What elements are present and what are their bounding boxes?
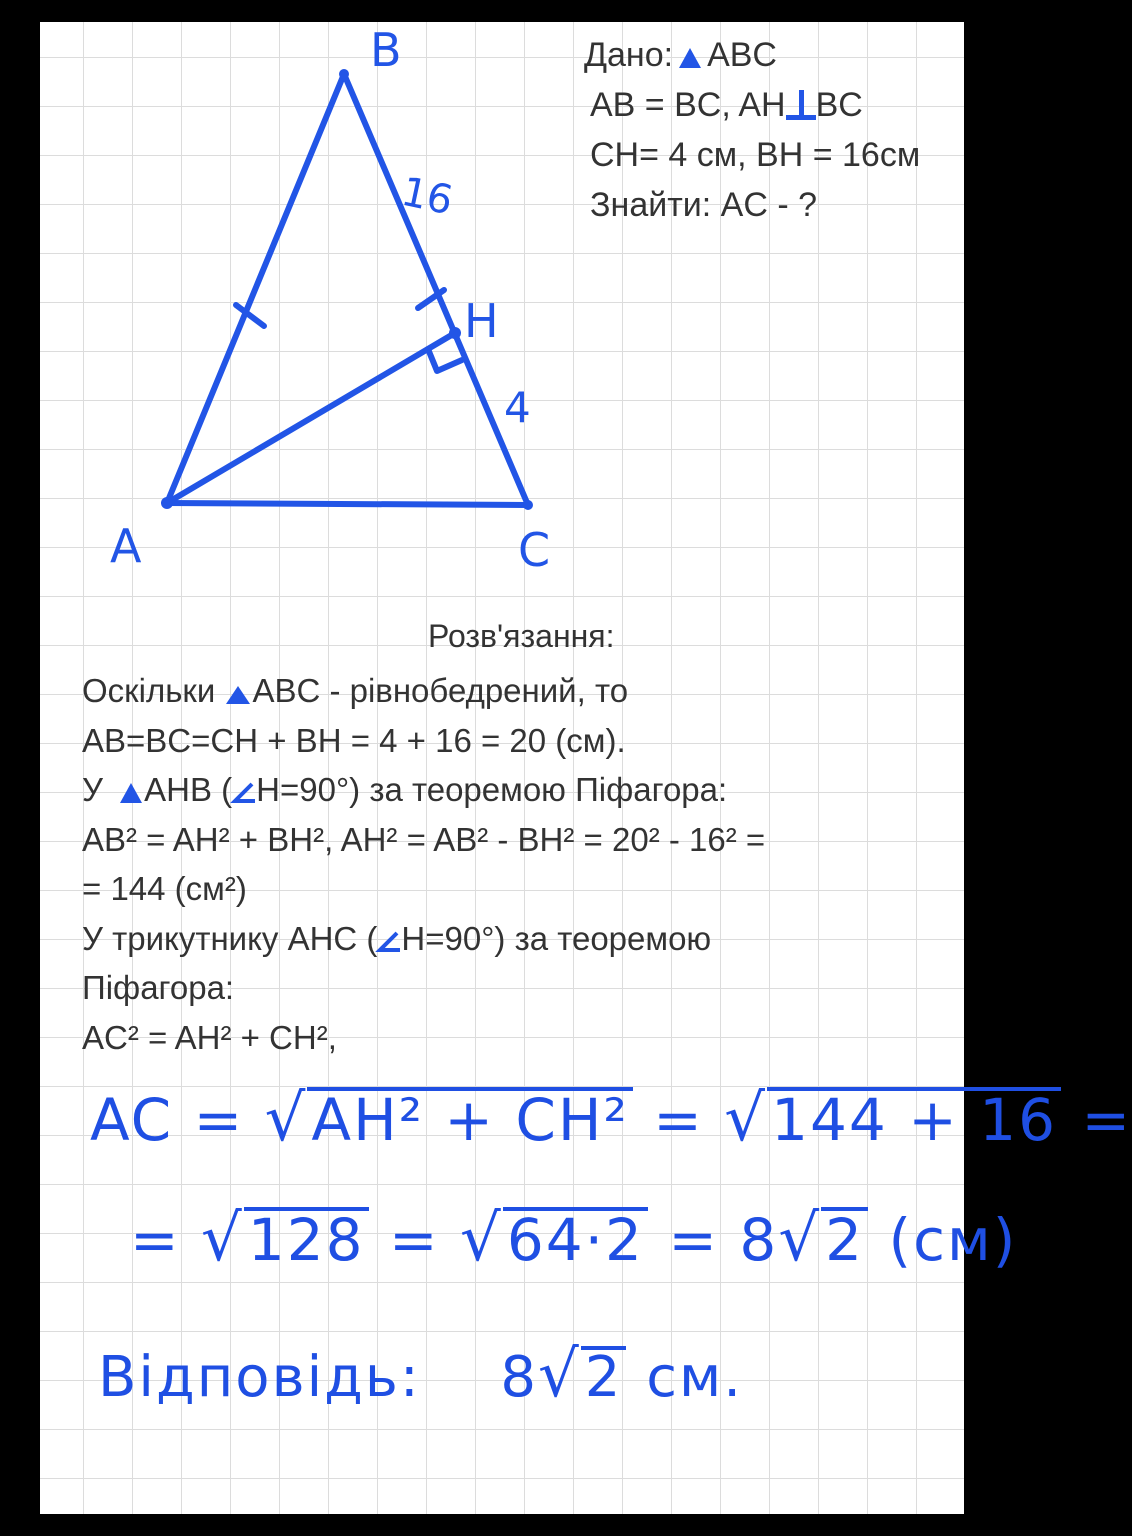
vertex-label-a: A <box>110 519 142 573</box>
solution-line-8: AC² = AH² + CH², <box>82 1018 337 1056</box>
sqrt-icon: √ <box>460 1202 503 1276</box>
side-bc <box>344 74 528 505</box>
given-line-1: Дано: ABC <box>584 36 777 74</box>
angle-icon <box>377 931 401 953</box>
handwritten-line-2: = √128 = √64·2 = 8√2 (см) <box>130 1202 1018 1276</box>
answer-line: Відповідь: 8√2 см. <box>98 1338 744 1412</box>
given-line-4: Знайти: AC - ? <box>590 186 818 224</box>
solution-line-2: AB=BC=CH + BH = 4 + 16 = 20 (см). <box>82 721 626 759</box>
handwritten-line-1: AC = √AH² + CH² = √144 + 16 = <box>90 1082 1132 1156</box>
triangle-icon <box>226 686 250 704</box>
triangle-icon <box>120 783 142 803</box>
vertex-label-b: B <box>370 23 402 77</box>
triangle-icon <box>679 48 701 68</box>
given-block <box>584 30 920 230</box>
given-line-2: AB = BC, AH BC <box>590 86 863 124</box>
sqrt-icon: √ <box>538 1338 581 1412</box>
solution-line-1: Оскільки ABC - рівнобедрений, то <box>82 672 629 709</box>
solution-title: Розв'язання: <box>428 618 615 654</box>
side-ab <box>167 74 344 503</box>
vertex-label-h: H <box>464 294 499 348</box>
altitude-ah <box>167 333 455 503</box>
solution-line-3: У AHB ( H=90°) за теоремою Піфагора: <box>82 771 728 808</box>
side-ac <box>167 503 528 505</box>
solution-line-5: = 144 (см²) <box>82 870 247 907</box>
solution-line-6: У трикутнику AHC ( H=90°) за теоремою <box>82 919 712 957</box>
sqrt-icon: √ <box>778 1202 822 1276</box>
solution-line-4: AB² = AH² + BH², AH² = AB² - BH² = 20² - 16² = <box>82 820 766 858</box>
segment-label-16: 16 <box>397 168 457 225</box>
right-angle-mark <box>428 349 462 371</box>
segment-label-4: 4 <box>504 383 531 432</box>
sqrt-icon: √ <box>724 1082 768 1156</box>
solution-text <box>82 666 765 1062</box>
solution-line-7: Піфагора: <box>82 969 235 1006</box>
grid-paper <box>40 22 1132 1514</box>
perpendicular-icon <box>786 90 816 120</box>
answer-label: Відповідь: <box>98 1345 421 1410</box>
sqrt-icon: √ <box>201 1202 244 1276</box>
given-line-3: CH= 4 см, BH = 16см <box>590 136 921 174</box>
angle-icon <box>232 782 256 804</box>
vertex-label-c: C <box>518 523 551 577</box>
sqrt-icon: √ <box>264 1082 308 1156</box>
